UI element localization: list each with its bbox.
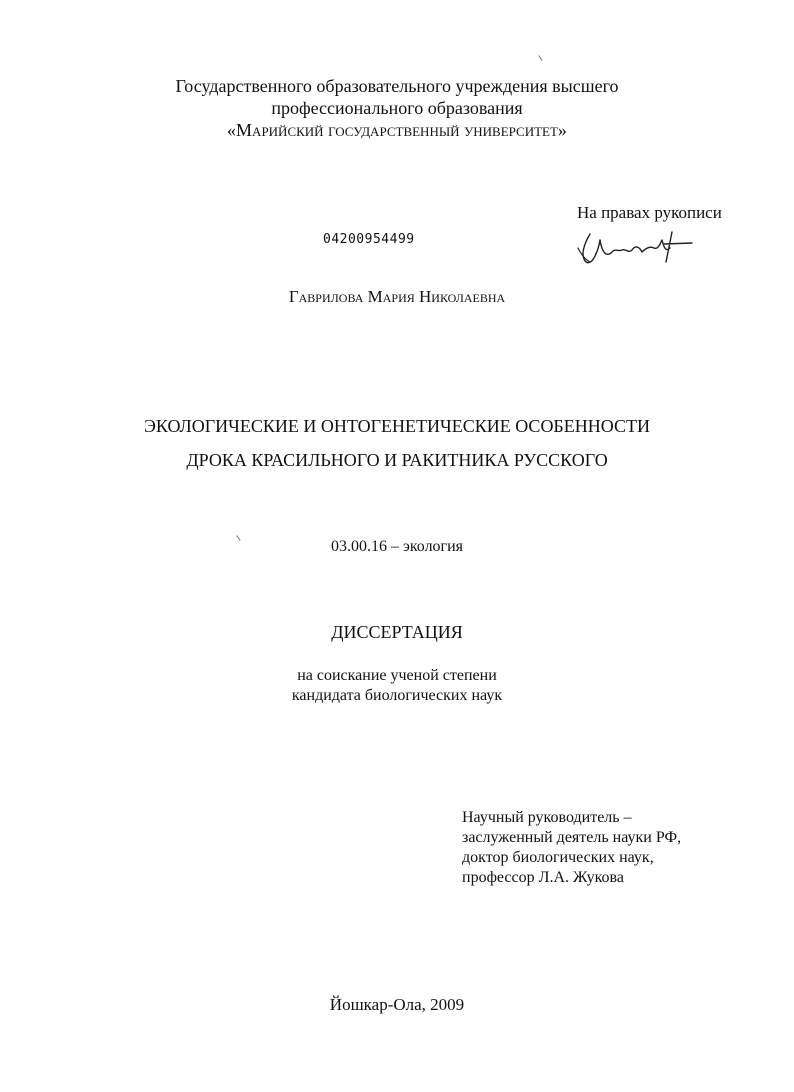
degree-line-2: кандидата биологических наук [291, 687, 503, 704]
supervisor-line-2: заслуженный деятель науки РФ, [462, 829, 682, 846]
author-signature [572, 222, 702, 272]
supervisor-line-4: профессор Л.А. Жукова [462, 869, 624, 886]
author-name: Гаврилова Мария Николаевна [288, 287, 506, 306]
title-line-2: ДРОКА КРАСИЛЬНОГО И РАКИТНИКА РУССКОГО [186, 450, 608, 470]
degree-description [0, 666, 794, 706]
supervisor-block [462, 808, 681, 888]
document-type: ДИССЕРТАЦИЯ [331, 622, 463, 642]
institution-header [0, 75, 794, 141]
specialty-code: 03.00.16 – экология [330, 538, 464, 555]
institution-line-1: Государственного образовательного учреждения высшего [175, 76, 619, 96]
institution-line-2: профессионального образования [271, 98, 523, 118]
supervisor-line-3: доктор биологических наук, [462, 849, 654, 866]
city-year: Йошкар-Ола, 2009 [329, 995, 465, 1014]
supervisor-line-1: Научный руководитель – [462, 809, 632, 826]
dissertation-title [0, 409, 794, 477]
title-line-1: ЭКОЛОГИЧЕСКИЕ И ОНТОГЕНЕТИЧЕСКИЕ ОСОБЕННОСТИ [144, 416, 650, 436]
document-number: 04200954499 [323, 232, 415, 247]
degree-line-1: на соискание ученой степени [297, 667, 497, 684]
manuscript-rights-note: На правах рукописи [577, 203, 722, 222]
scan-speck [538, 55, 542, 60]
university-name: «Марийский государственный университет» [227, 120, 567, 140]
